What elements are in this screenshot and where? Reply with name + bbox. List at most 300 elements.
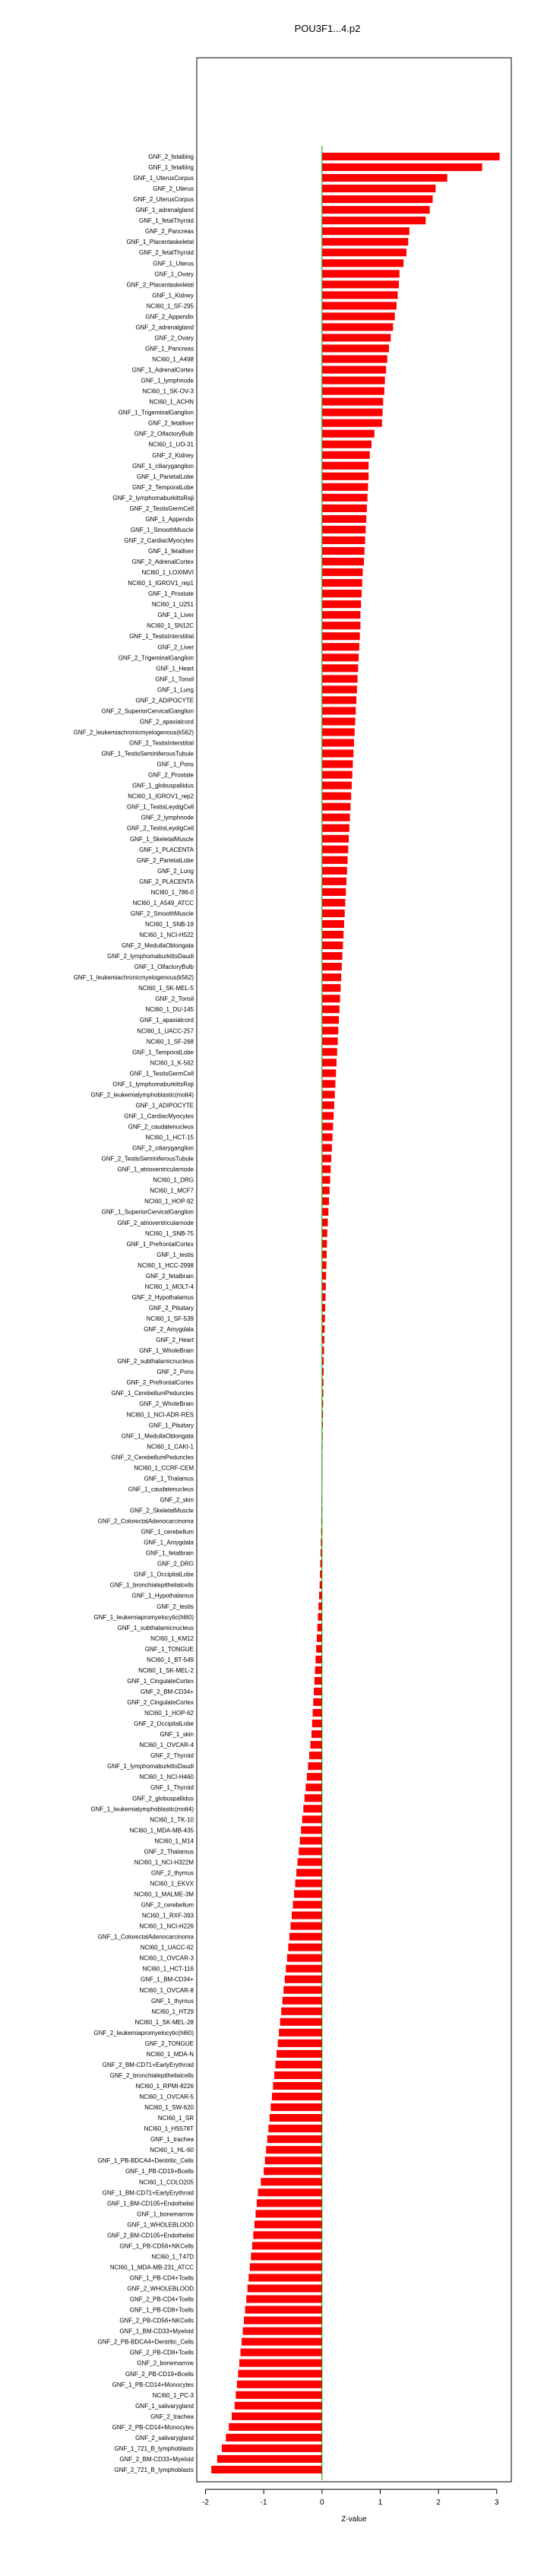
bar xyxy=(317,1635,322,1642)
category-label: GNF_1_BM-CD34+ xyxy=(140,1976,194,1983)
bar xyxy=(322,856,348,864)
category-label: NCI60_1_HCT-15 xyxy=(145,1134,194,1141)
category-label: GNF_1_fetalliver xyxy=(147,548,194,555)
category-label: GNF_1_lymphnode xyxy=(141,377,194,385)
category-label: GNF_1_fetalbrain xyxy=(145,1549,194,1557)
category-label: GNF_1_Lung xyxy=(157,686,194,694)
bar xyxy=(313,1709,322,1717)
bar xyxy=(322,174,447,182)
category-label: NCI60_1_HOP-62 xyxy=(144,1710,194,1717)
bar xyxy=(316,1645,322,1653)
category-label: GNF_2_CingulateCortex xyxy=(127,1699,194,1707)
bar xyxy=(322,1240,327,1248)
bar xyxy=(322,195,433,203)
bar xyxy=(252,2242,322,2249)
category-label: GNF_1_Thalamus xyxy=(144,1475,194,1483)
category-label: GNF_1_TestisInterstitial xyxy=(129,633,194,641)
category-label: NCI60_1_NCI-H322M xyxy=(134,1859,194,1866)
category-label: GNF_1_PrefrontalCortex xyxy=(126,1240,194,1248)
category-label: GNF_1_SmoothMuscle xyxy=(130,526,194,533)
bar xyxy=(322,536,365,544)
x-tick-label: 0 xyxy=(320,2498,324,2507)
category-label: GNF_1_Appendix xyxy=(145,515,194,523)
category-label: GNF_1_leukemiachronicmyelogenous(k562) xyxy=(73,974,194,982)
category-label: NCI60_1_HS578T xyxy=(144,2125,194,2133)
bar xyxy=(283,1986,322,1994)
bar xyxy=(322,1112,334,1119)
category-label: GNF_2_leukemiapromyelocytic(hl60) xyxy=(93,2029,194,2036)
category-label: GNF_2_ADIPOCYTE xyxy=(135,697,194,704)
bar xyxy=(305,1794,322,1802)
bar xyxy=(226,2434,322,2442)
bar xyxy=(322,153,500,160)
category-label: NCI60_1_SF-539 xyxy=(146,1315,194,1323)
bar xyxy=(322,409,383,416)
bar xyxy=(322,473,368,480)
category-labels xyxy=(74,153,194,2473)
bar xyxy=(322,344,389,352)
bar xyxy=(270,2114,322,2122)
category-label: GNF_1_apaxialcord xyxy=(139,1017,194,1024)
category-label: GNF_1_PB-CD8+Tcells xyxy=(129,2306,194,2314)
bar xyxy=(313,1698,322,1706)
bar xyxy=(322,1283,326,1290)
x-tick-label: 1 xyxy=(378,2498,383,2507)
category-label: GNF_1_Kidney xyxy=(152,292,194,299)
bar xyxy=(239,2359,322,2367)
bar xyxy=(322,1122,334,1130)
category-label: NCI60_1_UACC-62 xyxy=(140,1944,194,1951)
category-label: GNF_2_UterusCorpus xyxy=(133,196,194,204)
category-label: GNF_2_bonemarrow xyxy=(137,2359,194,2367)
category-label: GNF_2_leukemialymphoblastic(molt4) xyxy=(90,1091,194,1099)
bar xyxy=(322,984,341,992)
category-label: NCI60_1_CAKI-1 xyxy=(147,1443,194,1451)
category-label: NCI60_1_SK-MEL-28 xyxy=(134,2018,194,2026)
category-label: GNF_2_Tonsil xyxy=(155,995,194,1003)
bar xyxy=(322,685,357,693)
bar xyxy=(308,1762,321,1770)
category-label: NCI60_1_A498 xyxy=(152,356,194,363)
category-label: GNF_2_BM-CD71+EarlyErythroid xyxy=(102,2061,194,2068)
bar xyxy=(322,632,360,640)
category-label: GNF_2_CerebellumPeduncles xyxy=(111,1454,194,1461)
bar xyxy=(251,2252,322,2260)
bar xyxy=(322,163,482,171)
bar xyxy=(242,2338,322,2346)
bar xyxy=(322,1325,324,1333)
x-tick-label: -1 xyxy=(260,2498,267,2507)
category-label: GNF_1_PB-BDCA4+Dentritic_Cells xyxy=(97,2157,194,2165)
category-label: NCI60_1_IGROV1_rep1 xyxy=(128,580,194,587)
bar xyxy=(322,1261,327,1269)
bar xyxy=(322,728,355,736)
category-label: GNF_2_TONGUE xyxy=(144,2040,194,2047)
category-label: GNF_1_TONGUE xyxy=(144,1645,194,1653)
bar xyxy=(322,1059,337,1066)
x-tick-label: -2 xyxy=(202,2498,209,2507)
category-label: GNF_2_Thyroid xyxy=(150,1752,194,1760)
category-label: GNF_2_fetalliing xyxy=(148,153,194,160)
bar xyxy=(250,2263,322,2271)
category-label: GNF_1_PB-CD4+Tcells xyxy=(129,2274,194,2282)
category-label: GNF_1_OlfactoryBulb xyxy=(134,964,194,971)
category-label: NCI60_1_MDA-N xyxy=(146,2050,194,2058)
bar xyxy=(265,2157,322,2164)
bar xyxy=(322,920,344,928)
bar xyxy=(309,1752,322,1759)
bar xyxy=(322,1069,336,1077)
x-tick-label: 3 xyxy=(495,2498,499,2507)
category-label: GNF_1_Ovary xyxy=(154,271,194,278)
category-label: GNF_2_lymphomaburkittsRaji xyxy=(112,494,194,502)
bar xyxy=(287,1954,322,1962)
category-label: NCI60_1_NCI-ADR-RES xyxy=(126,1411,194,1419)
category-label: GNF_2_Prostate xyxy=(147,771,194,779)
category-label: GNF_2_PB-CD4+Tcells xyxy=(129,2296,194,2303)
category-label: NCI60_1_PC-3 xyxy=(152,2391,194,2399)
category-label: GNF_1_PB-CD56+NKCells xyxy=(119,2242,194,2250)
category-label: GNF_1_Pons xyxy=(157,761,194,768)
category-label: GNF_1_BM-CD105+Endothelial xyxy=(106,2200,194,2207)
category-label: NCI60_1_CCRF-CEM xyxy=(134,1464,194,1472)
category-label: GNF_2_721_B_lymphoblasts xyxy=(114,2467,194,2473)
bar xyxy=(299,1847,322,1855)
category-label: GNF_2_salivarygland xyxy=(135,2434,194,2442)
category-label: NCI60_1_UACC-257 xyxy=(137,1027,194,1035)
bar xyxy=(268,2125,322,2132)
bar xyxy=(322,771,353,779)
category-label: GNF_2_PLACENTA xyxy=(139,878,194,885)
category-label: NCI60_1_MOLT-4 xyxy=(144,1283,194,1290)
bar xyxy=(322,1315,325,1322)
bar xyxy=(322,761,353,768)
category-label: GNF_2_PB-CD56+NKCells xyxy=(119,2317,194,2324)
category-label: GNF_1_leukemiapromyelocytic(hl60) xyxy=(93,1613,194,1621)
category-label: NCI60_1_NCI-H522 xyxy=(139,932,194,939)
category-label: NCI60_1_MDA-MB-435 xyxy=(129,1827,194,1834)
bar xyxy=(296,1879,322,1887)
bar xyxy=(322,1272,326,1280)
category-label: GNF_2_SuperiorCervicalGanglion xyxy=(101,707,194,715)
category-label: GNF_2_Ovary xyxy=(154,334,194,342)
category-label: GNF_1_CardiacMyocytes xyxy=(124,1112,194,1120)
category-label: GNF_1_globuspallidus xyxy=(132,782,194,790)
category-label: NCI60_1_OVCAR-5 xyxy=(139,2093,194,2101)
category-label: NCI60_1_HT29 xyxy=(151,2008,194,2015)
category-label: GNF_2_TestisGermCell xyxy=(129,505,194,512)
category-label: GNF_2_lymphomaburkittsDaudi xyxy=(107,953,194,960)
category-label: GNF_1_Tonsil xyxy=(155,676,194,683)
category-label: GNF_2_TestisLeydigCell xyxy=(126,824,194,832)
bar xyxy=(322,1016,339,1024)
category-label: NCI60_1_786-0 xyxy=(150,888,194,896)
category-label: NCI60_1_NCI-H460 xyxy=(139,1774,194,1781)
category-label: NCI60_1_SN12C xyxy=(147,622,194,630)
category-label: GNF_2_Lung xyxy=(157,867,194,875)
category-label: GNF_2_TemporalLobe xyxy=(132,483,194,491)
category-label: NCI60_1_ACHN xyxy=(149,398,194,406)
category-label: NCI60_1_SF-295 xyxy=(146,302,194,310)
category-label: GNF_1_TemporalLobe xyxy=(132,1049,194,1056)
x-axis-label: Z-value xyxy=(341,2515,367,2524)
bar xyxy=(322,1219,328,1226)
category-label: GNF_2_skin xyxy=(160,1496,194,1504)
bar xyxy=(237,2381,322,2388)
chart-title: POU3F1...4.p2 xyxy=(294,23,361,34)
category-label: GNF_2_ColorectalAdenocarcinoma xyxy=(97,1517,194,1525)
bar xyxy=(322,664,359,672)
category-label: NCI60_1_A549_ATCC xyxy=(132,899,194,907)
category-label: GNF_1_fetalThyroid xyxy=(138,217,194,225)
bar xyxy=(322,600,361,608)
category-label: NCI60_1_MDA-MB-231_ATCC xyxy=(109,2264,194,2271)
category-label: NCI60_1_T47D xyxy=(151,2253,194,2261)
bar xyxy=(253,2231,321,2239)
category-label: GNF_2_OccipitalLobe xyxy=(134,1720,194,1728)
bar xyxy=(322,888,346,896)
category-label: GNF_1_bonemarrow xyxy=(137,2210,194,2218)
bar xyxy=(322,558,364,565)
category-label: NCI60_1_EKVX xyxy=(150,1880,194,1888)
bar xyxy=(307,1773,322,1780)
category-label: GNF_2_Placentaskeletal xyxy=(126,281,194,289)
bar xyxy=(322,675,358,682)
bar xyxy=(272,2093,322,2100)
category-label: GNF_2_apaxialcord xyxy=(139,718,194,726)
category-label: GNF_2_TrigeminalGanglion xyxy=(118,654,194,662)
category-label: NCI60_1_COLO205 xyxy=(138,2179,194,2186)
category-label: GNF_1_bronchialepithelialcells xyxy=(109,1581,194,1589)
category-label: NCI60_1_OVCAR-3 xyxy=(139,1954,194,1962)
bar xyxy=(311,1730,322,1738)
bar xyxy=(322,206,430,214)
category-label: GNF_1_SkeletalMuscle xyxy=(129,835,194,843)
category-label: GNF_2_Pituitary xyxy=(148,1304,194,1312)
category-label: GNF_2_bronchialepithelialcells xyxy=(109,2071,194,2079)
category-label: GNF_1_Hypothalamus xyxy=(131,1592,194,1600)
bar xyxy=(322,1155,331,1163)
category-label: GNF_1_ColorectalAdenocarcinoma xyxy=(97,1933,194,1941)
bar xyxy=(302,1815,322,1823)
category-label: NCI60_1_SK-MEL-2 xyxy=(138,1666,194,1674)
bar xyxy=(315,1656,321,1663)
category-label: GNF_2_subthalamicnucleus xyxy=(117,1358,194,1366)
category-label: GNF_1_thymus xyxy=(150,1997,194,2005)
bar xyxy=(322,824,349,832)
category-label: GNF_1_Heart xyxy=(156,665,194,672)
bar xyxy=(322,451,370,459)
bar xyxy=(322,1080,336,1087)
category-label: GNF_2_WHOLEBLOOD xyxy=(127,2285,194,2293)
category-label: GNF_2_Heart xyxy=(156,1337,194,1344)
bar xyxy=(322,878,346,885)
category-label: NCI60_1_K-562 xyxy=(150,1059,194,1067)
bar xyxy=(289,1933,322,1941)
category-label: GNF_2_trachea xyxy=(150,2413,194,2420)
category-label: GNF_2_MedullaOblongata xyxy=(121,942,194,950)
category-label: GNF_1_caudatenucleus xyxy=(128,1486,194,1493)
bar xyxy=(322,707,356,714)
category-label: GNF_2_ParietalLobe xyxy=(136,856,194,864)
category-label: GNF_2_BM-CD105+Endothelial xyxy=(106,2232,194,2239)
bar xyxy=(294,1890,322,1897)
category-label: NCI60_1_HCT-116 xyxy=(142,1965,194,1973)
bar xyxy=(222,2445,322,2452)
bar xyxy=(322,1176,330,1184)
bar xyxy=(248,2284,322,2292)
bar xyxy=(296,1869,322,1876)
bar xyxy=(258,2188,322,2196)
bar xyxy=(322,270,400,277)
bar xyxy=(236,2391,321,2399)
bar xyxy=(315,1666,322,1674)
category-label: GNF_1_subthalamicnucleus xyxy=(117,1624,194,1631)
category-label: GNF_1_721_B_lymphoblasts xyxy=(114,2445,194,2452)
bar xyxy=(312,1720,322,1727)
bar xyxy=(322,494,368,502)
bar xyxy=(288,1944,321,1951)
category-label: NCI60_1_TK-10 xyxy=(150,1816,194,1824)
bar xyxy=(322,1187,330,1195)
bar xyxy=(322,323,394,331)
category-label: GNF_1_leukemialymphoblastic(molt4) xyxy=(90,1805,194,1813)
category-label: GNF_1_lymphomaburkittsRaji xyxy=(112,1081,194,1088)
category-label: GNF_2_fetalThyroid xyxy=(138,249,194,257)
bar xyxy=(229,2423,322,2431)
category-label: NCI60_1_SW-620 xyxy=(144,2104,194,2112)
category-label: GNF_2_Pons xyxy=(157,1369,194,1376)
category-label: NCI60_1_UO-31 xyxy=(148,441,194,448)
category-label: NCI60_1_HOP-92 xyxy=(144,1198,194,1205)
bar xyxy=(243,2328,322,2335)
bar xyxy=(322,377,385,385)
bar xyxy=(315,1677,322,1685)
bar xyxy=(322,653,359,661)
category-label: GNF_2_caudatenucleus xyxy=(128,1123,194,1131)
category-label: GNF_2_leukemiachronicmyelogenous(k562) xyxy=(73,729,194,736)
bar xyxy=(322,835,349,843)
category-label: GNF_2_PB-CD14+Monocytes xyxy=(112,2423,194,2431)
category-label: NCI60_1_IGROV1_rep2 xyxy=(128,793,194,800)
bar xyxy=(322,910,345,917)
bar xyxy=(322,1027,338,1034)
category-label: NCI60_1_SNB-75 xyxy=(144,1229,194,1237)
bar xyxy=(322,941,343,949)
category-label: GNF_1_trachea xyxy=(150,2136,194,2144)
bar xyxy=(322,739,354,746)
bar xyxy=(322,611,361,619)
bar xyxy=(319,1592,322,1600)
category-label: GNF_1_Pituitary xyxy=(148,1422,194,1429)
bar xyxy=(322,643,359,650)
bar xyxy=(244,2317,322,2324)
category-label: GNF_1_PLACENTA xyxy=(139,846,194,853)
bar xyxy=(303,1805,322,1812)
bar xyxy=(322,291,398,299)
category-label: GNF_1_UterusCorpus xyxy=(133,175,194,182)
bar xyxy=(255,2210,321,2217)
bar xyxy=(322,259,403,267)
bar xyxy=(273,2082,321,2090)
bar xyxy=(235,2402,322,2410)
bar xyxy=(241,2349,322,2356)
category-label: GNF_1_atrioventricularnode xyxy=(117,1166,194,1173)
bar xyxy=(261,2178,322,2185)
category-label: GNF_1_Prostate xyxy=(147,590,194,598)
bar xyxy=(267,2135,322,2143)
bar xyxy=(322,782,352,790)
bar xyxy=(314,1688,322,1695)
category-label: GNF_2_TestisSeminiferousTubule xyxy=(101,1155,194,1163)
bar xyxy=(322,973,341,981)
bar xyxy=(322,227,409,235)
category-label: GNF_1_Uterus xyxy=(153,260,194,267)
bar xyxy=(305,1783,321,1791)
bar xyxy=(322,803,351,811)
bar xyxy=(270,2103,321,2111)
category-label: GNF_1_OccipitalLobe xyxy=(134,1571,194,1578)
bar xyxy=(277,2050,322,2058)
bar xyxy=(322,1090,335,1098)
category-label: GNF_1_SuperiorCervicalGanglion xyxy=(101,1208,194,1216)
category-label: GNF_2_lymphnode xyxy=(141,814,194,821)
category-label: GNF_1_BM-CD33+Myeloid xyxy=(119,2328,194,2335)
category-label: GNF_2_globuspallidus xyxy=(132,1795,194,1802)
category-label: GNF_2_Liver xyxy=(157,644,194,651)
bar xyxy=(322,1101,334,1109)
bar xyxy=(322,238,408,245)
bar xyxy=(217,2455,322,2463)
x-axis xyxy=(202,2489,499,2507)
bar xyxy=(322,1304,325,1312)
bar xyxy=(322,696,356,704)
category-label: GNF_2_BM-CD33+Myeloid xyxy=(119,2455,194,2463)
bar xyxy=(232,2413,322,2420)
category-label: GNF_2_Uterus xyxy=(153,185,194,193)
category-label: NCI60_1_SNB-19 xyxy=(144,920,194,928)
bar xyxy=(322,899,346,907)
bar xyxy=(322,1293,326,1301)
bar xyxy=(322,749,353,757)
bar xyxy=(293,1900,322,1908)
category-label: NCI60_1_MALME-3M xyxy=(134,1891,194,1898)
bar xyxy=(248,2274,322,2281)
bar xyxy=(322,355,387,362)
bar xyxy=(322,430,375,438)
category-label: GNF_2_fetalliver xyxy=(147,419,194,427)
category-label: NCI60_1_U251 xyxy=(151,601,194,609)
bar xyxy=(322,462,368,470)
category-label: GNF_2_Appendix xyxy=(145,313,194,321)
bar xyxy=(292,1912,322,1919)
bar xyxy=(322,1005,340,1013)
category-label: GNF_2_Thalamus xyxy=(144,1848,194,1856)
category-label: NCI60_1_HL-60 xyxy=(150,2147,194,2154)
bar xyxy=(322,334,390,341)
bar xyxy=(322,931,343,938)
category-label: GNF_2_SkeletalMuscle xyxy=(129,1507,194,1514)
category-label: GNF_2_adrenalgland xyxy=(135,324,194,331)
category-label: GNF_1_fetalliing xyxy=(148,164,194,172)
bar xyxy=(322,388,384,395)
category-label: GNF_1_WHOLEBLOOD xyxy=(127,2221,194,2229)
bar xyxy=(280,2018,322,2026)
bar xyxy=(322,185,436,192)
bar xyxy=(322,217,425,224)
bar xyxy=(322,1198,329,1205)
category-label: NCI60_1_MCF7 xyxy=(150,1187,194,1195)
